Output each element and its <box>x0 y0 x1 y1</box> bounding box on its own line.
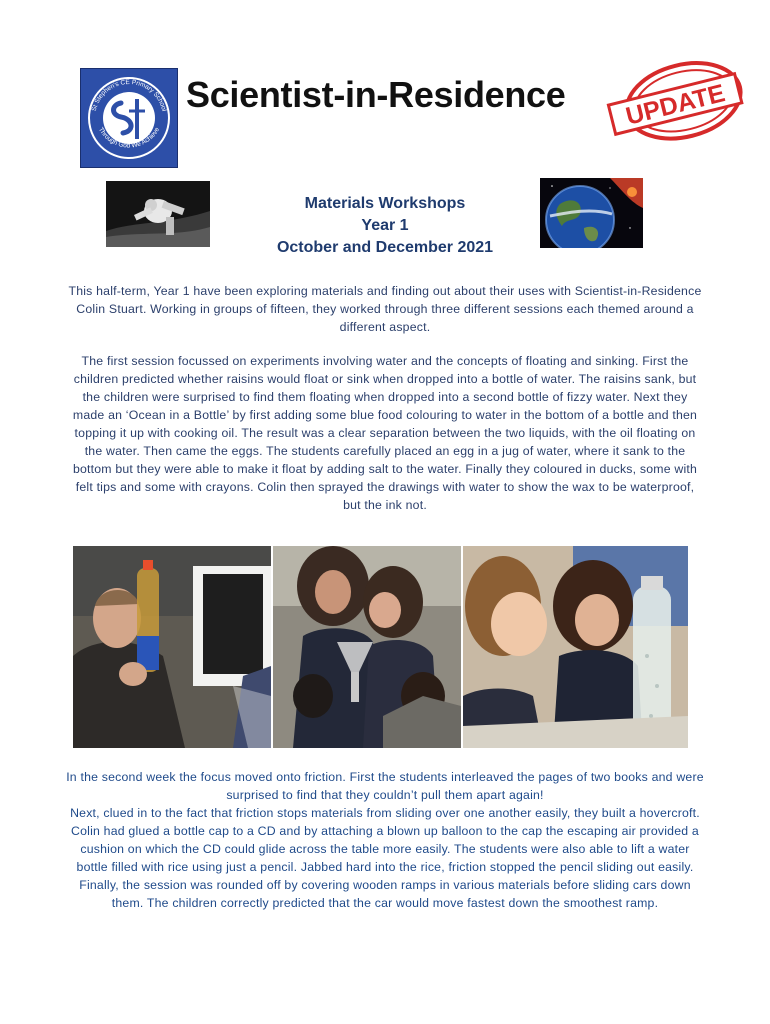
page-title: Scientist-in-Residence <box>186 74 566 115</box>
logo-bottom-text: Through God We Achieve <box>96 126 162 150</box>
photo-strip <box>73 546 688 748</box>
first-session-paragraph: The first session focussed on experiments involving water and the concepts of floating and sinking. First the children predicted whether raisins would float or sink when dropped into a bottle of water. The raisins sank, but the children were surprised to find them floating when dropped into a second bottle of fizzy water. Next they made an ‘Ocean in a Bottle’ by first adding some blue food colouring to water in the bottom of a bottle and then topping it up with cooking oil. The result was a clear separation between the two liquids, with the oil floating on the water. Then came the eggs. The students carefully placed an egg in a jug of water, where it sank to the bottom but they were able to make it float by adding salt to the water. Finally they coloured in ducks, some with felt tips and some with crayons. Colin then sprayed the drawings with water to show the wax to be waterproof, but the ink not. <box>72 354 698 512</box>
photo-children-bottle <box>463 546 688 748</box>
second-week-paragraph-2: Next, clued in to the fact that friction stops materials from sliding over one another easily, they built a hovercroft. Colin had glued a bottle cap to a CD and by attaching a blown up balloon to the cap the escaping air provided a cushion on which the CD could glide across the table more easily. The students were also able to lift a water bottle filled with rice using just a pencil. Jabbed hard into the rice, friction stopped the pencil sliding out easily. <box>70 806 700 874</box>
second-week-section <box>66 768 704 912</box>
heading-line-1: Materials Workshops <box>304 195 466 212</box>
astronaut-image <box>106 181 210 247</box>
heading-line-3: October and December 2021 <box>276 239 494 256</box>
second-week-paragraph-3: Finally, the session was rounded off by covering wooden ramps in various materials before sliding cars down them. The children correctly predicted that the car would move fastest down the smoothest ramp. <box>79 878 691 910</box>
intro-paragraph: This half-term, Year 1 have been exploring materials and finding out about their uses with Scientist-in-Residence Colin Stuart. Working in groups of fifteen, they worked through three different sessions each themed around a different aspect. <box>68 284 702 334</box>
photo-children-funnel <box>273 546 461 748</box>
school-logo <box>80 68 178 168</box>
photo-teacher-bottle <box>73 546 271 748</box>
update-stamp <box>606 58 752 148</box>
workshop-heading <box>240 193 530 259</box>
earth-image <box>540 178 643 248</box>
logo-top-text: St Stephen's CE Primary School <box>90 78 168 113</box>
heading-line-2: Year 1 <box>361 217 409 234</box>
second-week-paragraph-1: In the second week the focus moved onto friction. First the students interleaved the pages of two books and were surprised to find that they couldn’t pull them apart again! <box>66 770 704 802</box>
stamp-text: UPDATE <box>623 79 728 131</box>
